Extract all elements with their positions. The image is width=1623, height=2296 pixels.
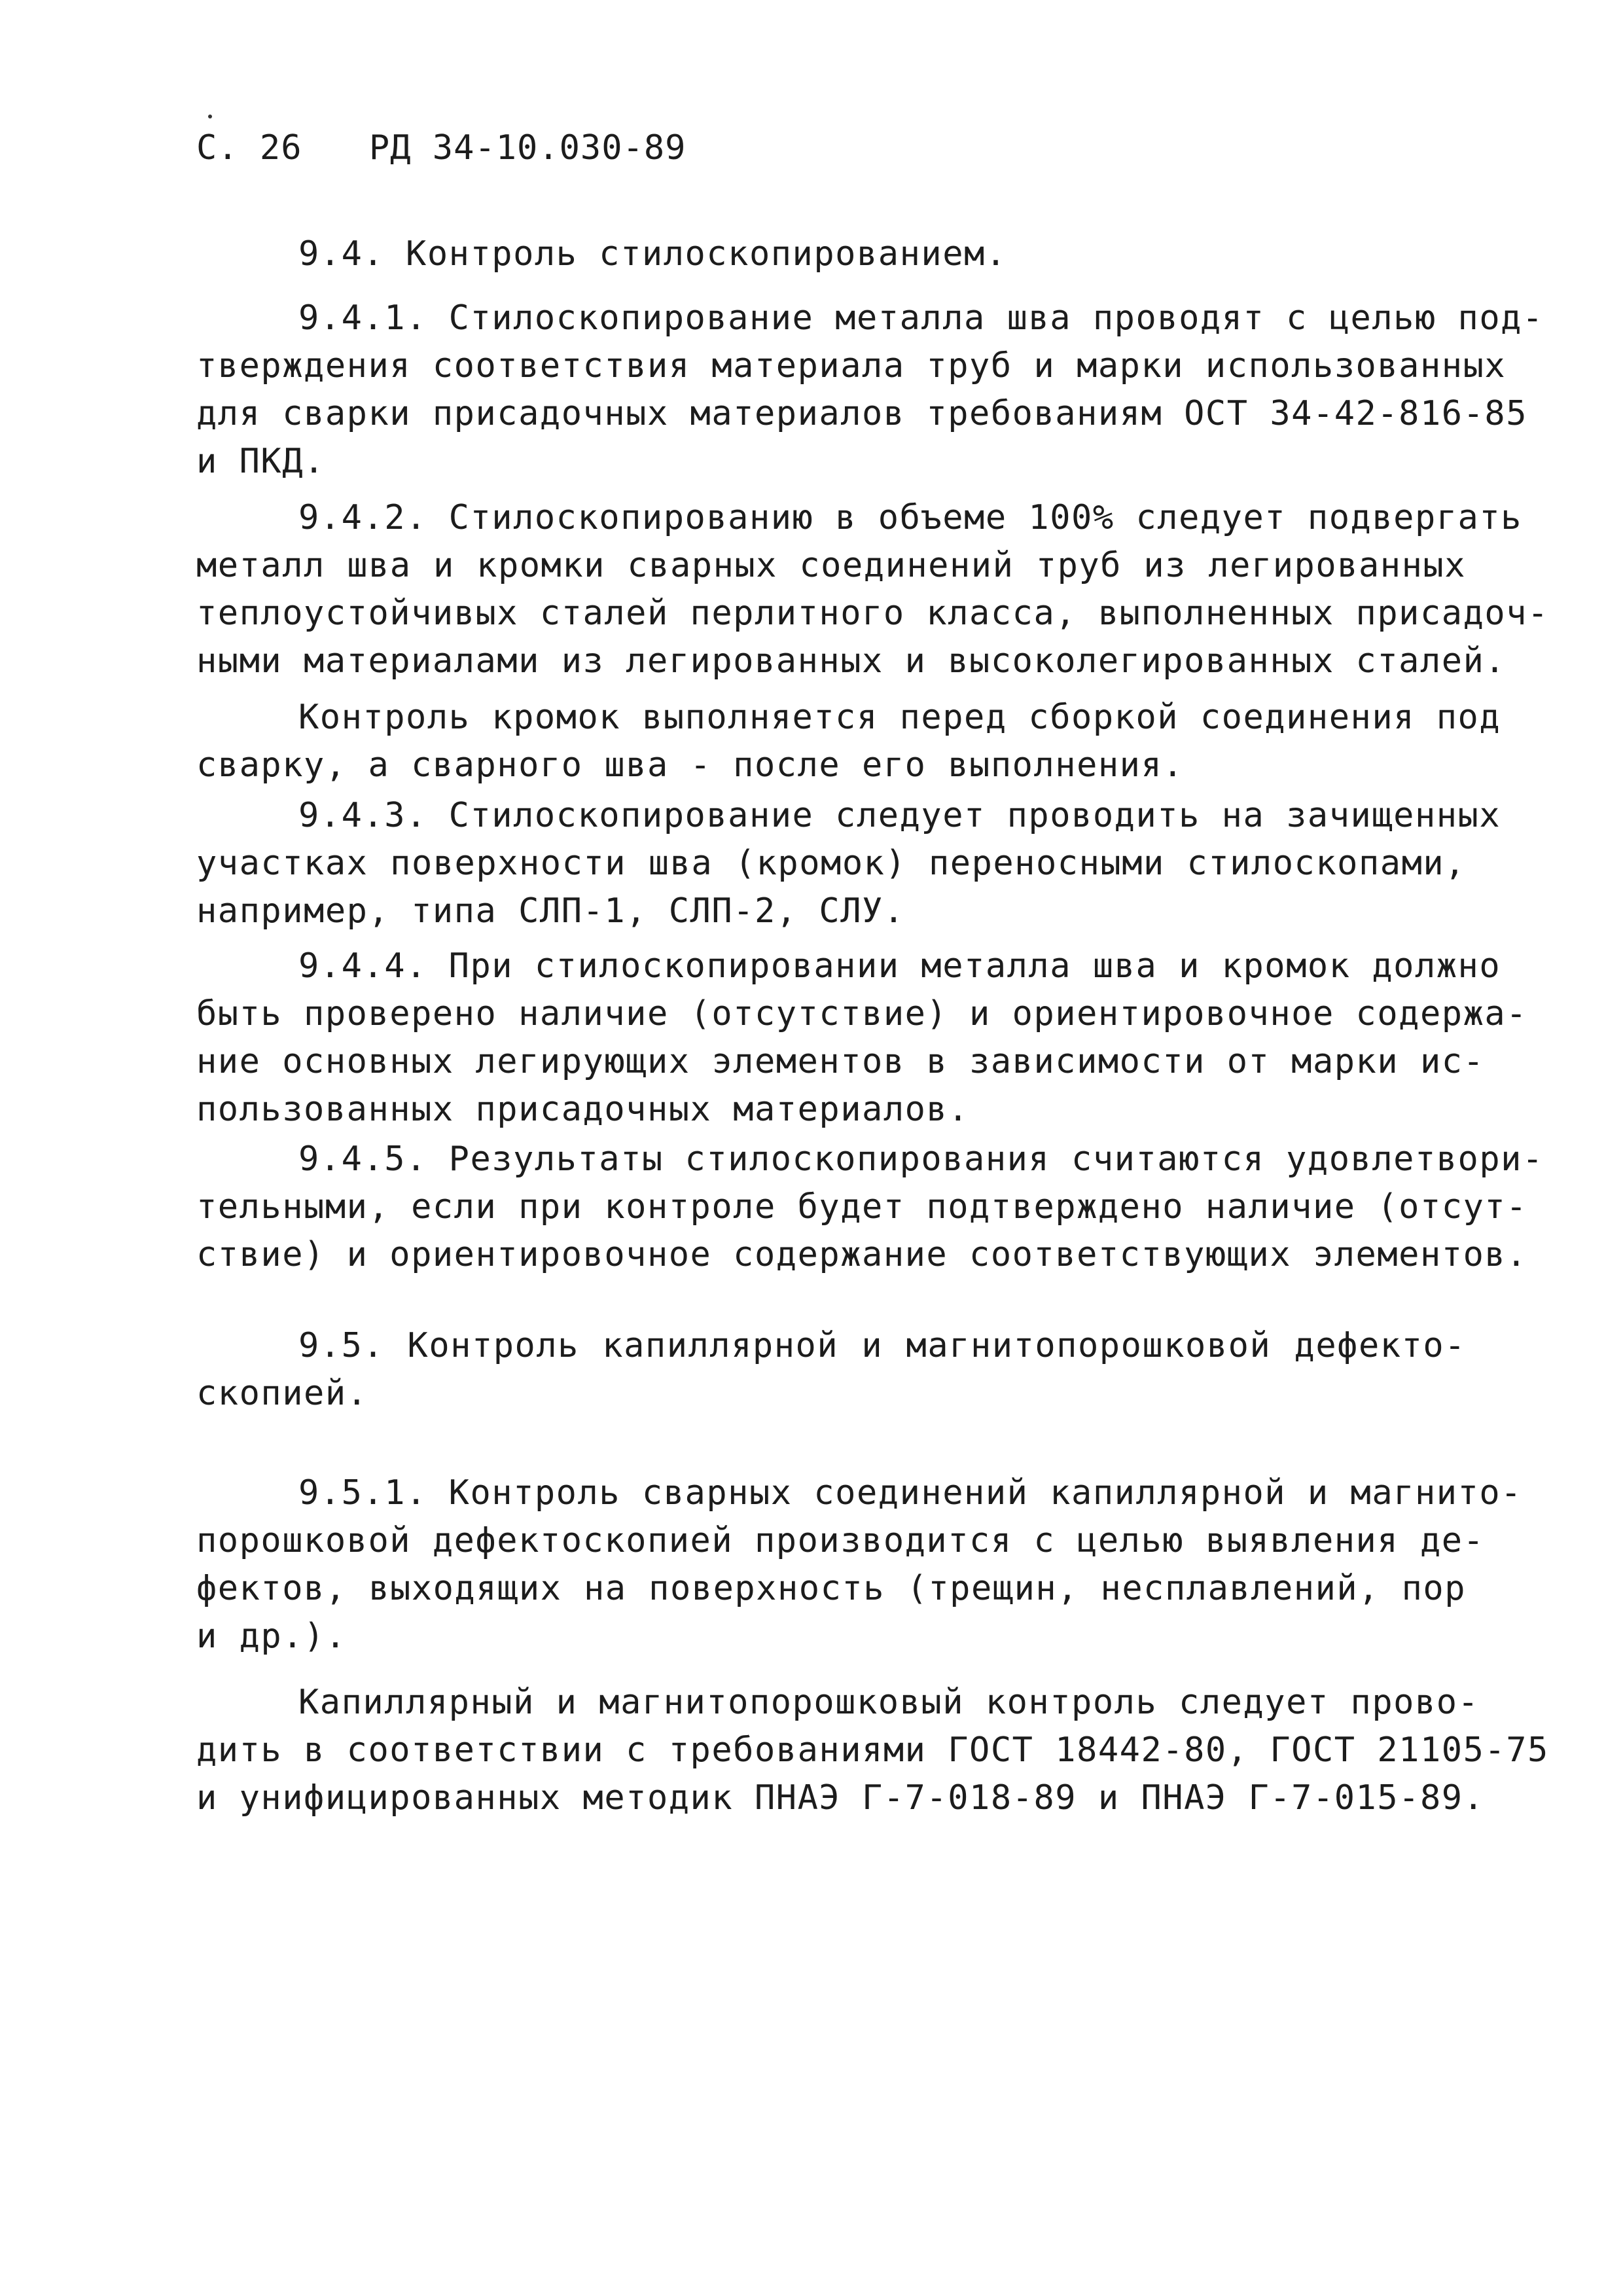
paragraph-edge-control — [196, 694, 1501, 789]
paragraph-9-4-5 — [196, 1136, 1544, 1279]
text-line: фектов, выходящих на поверхность (трещин, несплавлений, пор — [196, 1569, 1466, 1608]
text-line: и др.). — [196, 1617, 347, 1656]
text-line: пользованных присадочных материалов. — [196, 1090, 970, 1129]
text-line: 9.4.1. Стилоскопирование металла шва проводят с целью под- — [298, 298, 1544, 338]
text-line: 9.4.2. Стилоскопированию в объеме 100% следует подвергать — [298, 498, 1522, 537]
page-header — [196, 128, 686, 168]
text-line: 9.4.4. При стилоскопировании металла шва и кромок должно — [298, 946, 1501, 986]
section-9-4-heading — [196, 230, 1466, 278]
text-line: для сварки присадочных материалов требованиям ОСТ 34-42-816-85 — [196, 394, 1528, 433]
section-title-line: 9.5. Контроль капиллярной и магнитопорошковой дефекто- — [298, 1326, 1466, 1365]
paragraph-9-4-1 — [196, 295, 1544, 486]
text-line: Контроль кромок выполняется перед сборкой соединения под — [298, 698, 1501, 737]
text-line: Капиллярный и магнитопорошковый контроль следует прово- — [298, 1683, 1480, 1722]
paragraph-capillary-control — [196, 1679, 1549, 1822]
text-line: теплоустойчивых сталей перлитного класса, выполненных присадоч- — [196, 594, 1549, 633]
paragraph-9-4-2 — [196, 494, 1549, 685]
text-line: участках поверхности шва (кромок) переносными стилоскопами, — [196, 844, 1466, 883]
text-line: тверждения соответствия материала труб и марки использованных — [196, 346, 1507, 386]
text-line: тельными, если при контроле будет подтверждено наличие (отсут- — [196, 1187, 1528, 1227]
text-line: например, типа СЛП-1, СЛП-2, СЛУ. — [196, 891, 905, 931]
scan-speck — [208, 115, 212, 118]
section-title: 9.4. Контроль стилоскопированием. — [298, 234, 1007, 274]
section-9-5-heading — [196, 1322, 1466, 1418]
text-line: металл шва и кромки сварных соединений труб из легированных — [196, 546, 1466, 585]
text-line: и унифицированных методик ПНАЭ Г-7-018-89 и ПНАЭ Г-7-015-89. — [196, 1778, 1485, 1818]
text-line: ствие) и ориентировочное содержание соответствующих элементов. — [196, 1235, 1528, 1274]
paragraph-9-5-1 — [196, 1469, 1522, 1660]
document-code: РД 34-10.030-89 — [368, 128, 687, 168]
text-line: сварку, а сварного шва - после его выполнения. — [196, 745, 1185, 785]
text-line: ными материалами из легированных и высоколегированных сталей. — [196, 641, 1507, 681]
text-line: быть проверено наличие (отсутствие) и ориентировочное содержа- — [196, 994, 1528, 1033]
text-line: 9.5.1. Контроль сварных соединений капиллярной и магнито- — [298, 1473, 1522, 1513]
paragraph-9-4-3 — [196, 792, 1501, 935]
text-line: порошковой дефектоскопией производится с целью выявления де- — [196, 1521, 1485, 1560]
page-number: С. 26 — [196, 128, 302, 168]
section-title-line: скопией. — [196, 1374, 368, 1413]
text-line: 9.4.5. Результаты стилоскопирования считаются удовлетвори- — [298, 1139, 1544, 1179]
paragraph-9-4-4 — [196, 942, 1528, 1134]
text-line: 9.4.3. Стилоскопирование следует проводить на зачищенных — [298, 796, 1501, 835]
text-line: и ПКД. — [196, 442, 325, 481]
text-line: дить в соответствии с требованиями ГОСТ 18442-80, ГОСТ 21105-75 — [196, 1731, 1549, 1770]
text-line: ние основных легирующих элементов в зависимости от марки ис- — [196, 1042, 1485, 1081]
